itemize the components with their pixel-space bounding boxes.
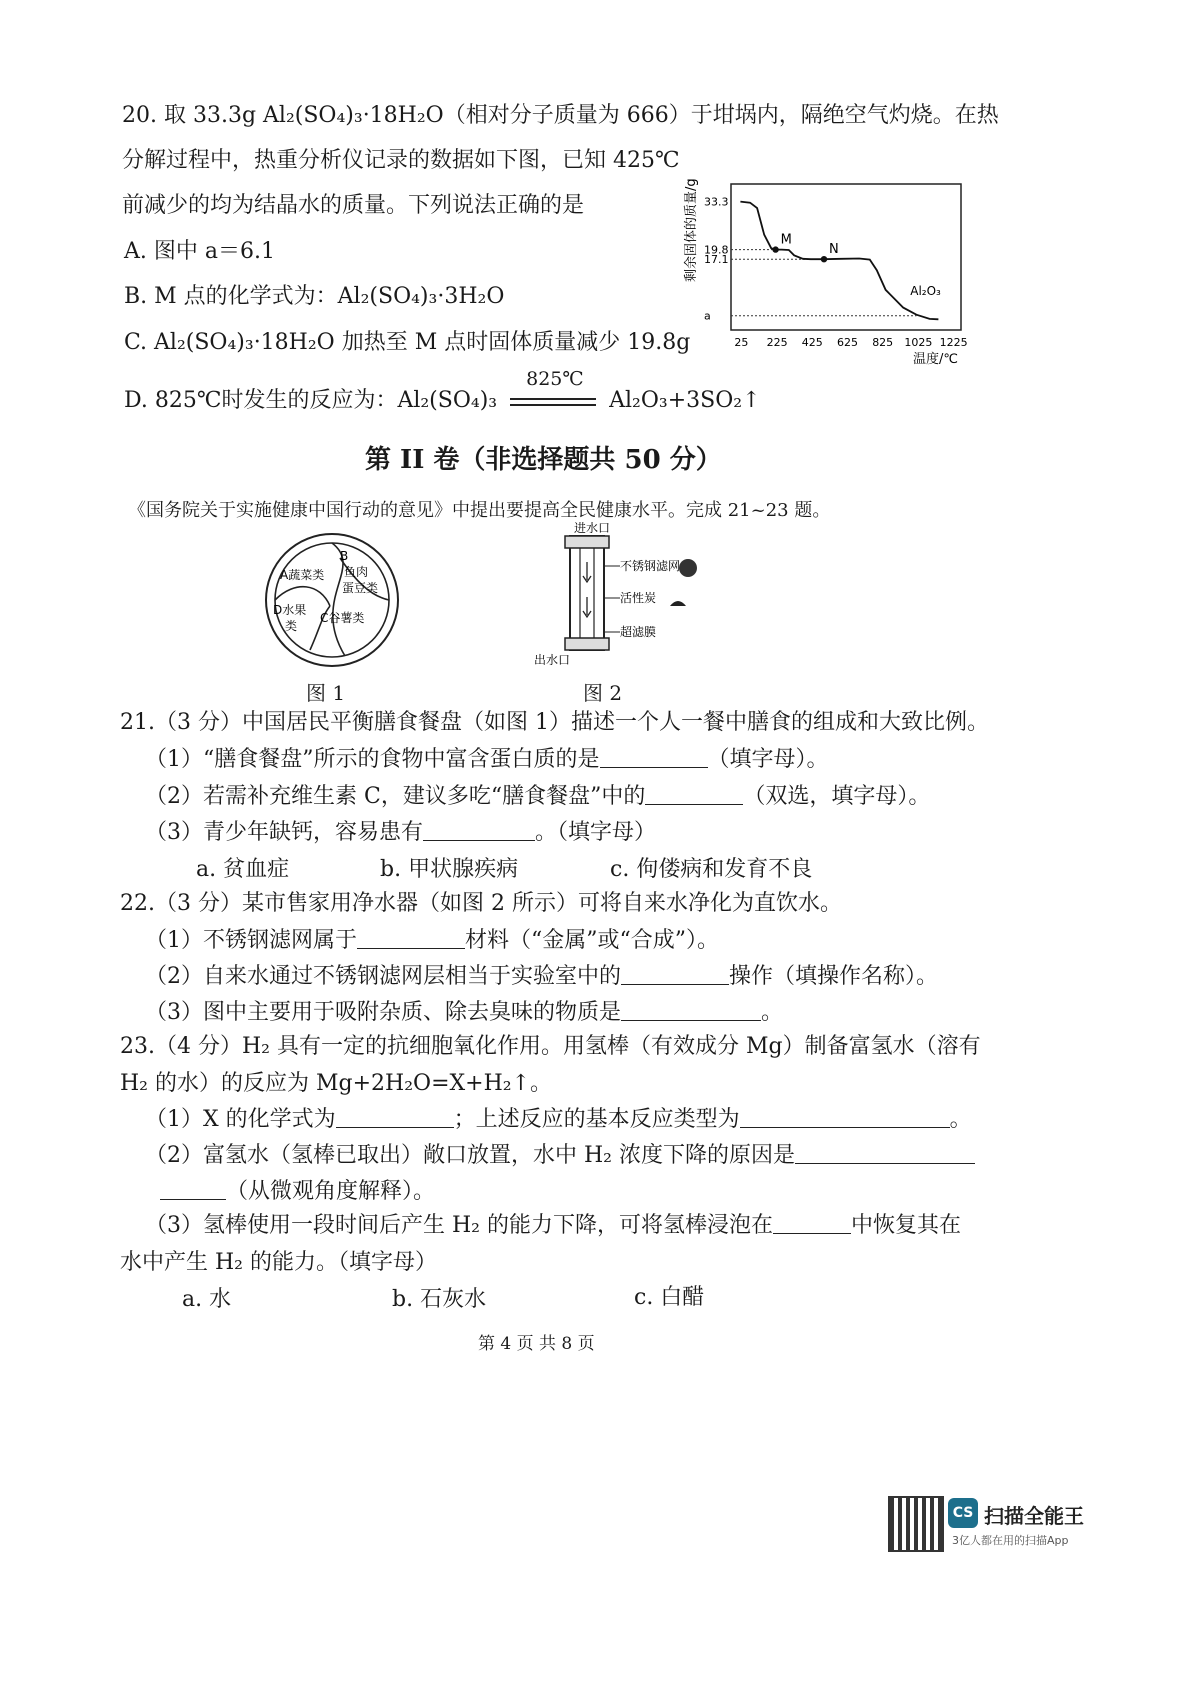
answer-blank[interactable] [773, 1211, 851, 1234]
reaction-condition: 825℃ [526, 368, 584, 390]
purifier-carbon-label: 活性炭 [620, 591, 657, 605]
x-tick-label: 425 [801, 336, 823, 349]
q21-option-c: c. 佝偻病和发育不良 [610, 857, 813, 882]
answer-blank[interactable] [423, 818, 535, 841]
q20-option-d [124, 368, 761, 416]
y-tick-label: 19.8 [704, 243, 729, 257]
q23-option-c: c. 白醋 [634, 1285, 705, 1310]
point-m [772, 246, 778, 252]
y-tick-labels [704, 196, 729, 323]
mass-curve [740, 202, 938, 320]
scanner-brand: 扫描全能王 [984, 1504, 1084, 1528]
answer-blank[interactable] [600, 745, 708, 768]
q23-part3-cont: 水中产生 H₂ 的能力。（填字母） [120, 1250, 437, 1275]
q21-part2: （2）若需补充维生素 C，建议多吃“膳食餐盘”中的 （双选，填字母）。 [145, 784, 931, 809]
q23-option-b: b. 石灰水 [392, 1287, 487, 1312]
intro-text: 《国务院关于实施健康中国行动的意见》中提出要提高全民健康水平。完成 21~23 题。 [128, 500, 831, 521]
q23-stem-line1: 23.（4 分）H₂ 具有一定的抗细胞氧化作用。用氢棒（有效成分 Mg）制备富氢水（溶有 [120, 1034, 981, 1059]
x-tick-label: 625 [837, 336, 858, 349]
q21-stem: 21.（3 分）中国居民平衡膳食餐盘（如图 1）描述一个人一餐中膳食的组成和大致比例。 [120, 710, 989, 735]
q20-option-d-products: Al₂O₃+3SO₂↑ [609, 388, 761, 413]
purifier-mesh-label: 不锈钢滤网 [620, 559, 681, 573]
answer-blank[interactable] [160, 1177, 226, 1200]
q20-option-d-reactant: D. 825℃时发生的反应为：Al₂(SO₄)₃ [124, 388, 498, 413]
answer-blank[interactable] [621, 998, 761, 1021]
qr-code-icon [888, 1496, 944, 1552]
thermogravimetric-chart [678, 170, 978, 370]
plate-label-b3: 蛋豆类 [342, 581, 379, 595]
plate-label-b: B [340, 549, 349, 563]
scanner-tagline: 3亿人都在用的扫描App [952, 1534, 1069, 1547]
q22-part1: （1）不锈钢滤网属于 材料（“金属”或“合成”）。 [145, 928, 719, 953]
plot-frame [731, 184, 961, 330]
q20-option-a: A. 图中 a＝6.1 [124, 239, 275, 264]
x-tick-label: 225 [766, 336, 788, 349]
q22-part3: （3）图中主要用于吸附杂质、除去臭味的物质是 。 [145, 1000, 784, 1025]
x-tick-labels [734, 336, 967, 349]
x-tick-label: 1025 [904, 336, 933, 349]
q22-part2: （2）自来水通过不锈钢滤网层相当于实验室中的 操作（填操作名称）。 [145, 964, 939, 989]
y-tick-label: a [704, 309, 711, 323]
q21-option-b: b. 甲状腺疾病 [380, 857, 519, 882]
purifier-membrane-label: 超滤膜 [620, 625, 657, 639]
scanner-logo-icon: CS [948, 1498, 978, 1528]
curve-points [772, 233, 838, 263]
q20-line1: 20. 取 33.3g Al₂(SO₄)₃·18H₂O（相对分子质量为 666）于坩埚内，隔绝空气灼烧。在热 [122, 103, 999, 128]
plate-label-d: D水果 [273, 603, 307, 617]
figure2-caption: 图 2 [583, 681, 623, 705]
x-tick-label: 25 [734, 336, 749, 349]
water-purifier-figure [520, 522, 710, 672]
reaction-arrow [504, 368, 602, 416]
x-axis-label: 温度/℃ [913, 352, 958, 367]
plate-label-b2: 鱼肉 [344, 565, 369, 579]
y-tick-label: 33.3 [704, 195, 729, 209]
plate-label-d2: 类 [285, 619, 298, 633]
answer-blank[interactable] [357, 926, 465, 949]
plate-label-c: C谷薯类 [320, 611, 365, 625]
q23-part2: （2）富氢水（氢棒已取出）敞口放置，水中 H₂ 浓度下降的原因是 [145, 1141, 975, 1171]
q21-option-a: a. 贫血症 [196, 857, 290, 882]
answer-blank[interactable] [336, 1105, 454, 1128]
answer-blank[interactable] [621, 962, 729, 985]
point-n [821, 256, 827, 262]
point-label-n: N [829, 242, 839, 258]
al2o3-label: Al₂O₃ [910, 284, 941, 299]
answer-blank[interactable] [795, 1141, 975, 1164]
y-tick-label: 17.1 [704, 253, 729, 267]
q20-line3: 前减少的均为结晶水的质量。下列说法正确的是 [122, 193, 585, 218]
page-number: 第 4 页 共 8 页 [478, 1334, 595, 1354]
purifier-inlet-label: 进水口 [574, 522, 611, 535]
q23-part2-cont: （从微观角度解释）。 [160, 1177, 435, 1207]
y-axis-label: 剩余固体的质量/g [684, 178, 699, 282]
figure1-caption: 图 1 [306, 681, 346, 705]
answer-blank[interactable] [740, 1105, 950, 1128]
q23-option-a: a. 水 [182, 1287, 232, 1312]
diet-plate-figure [250, 528, 410, 668]
q21-part1: （1）“膳食餐盘”所示的食物中富含蛋白质的是 （填字母）。 [145, 747, 829, 772]
q23-stem-line2: H₂ 的水）的反应为 Mg+2H₂O=X+H₂↑。 [120, 1071, 553, 1096]
q23-part1: （1）X 的化学式为 ；上述反应的基本反应类型为 。 [145, 1107, 972, 1132]
q20-option-b: B. M 点的化学式为：Al₂(SO₄)₃·3H₂O [124, 284, 505, 309]
point-label-m: M [780, 232, 792, 248]
q20-option-c: C. Al₂(SO₄)₃·18H₂O 加热至 M 点时固体质量减少 19.8g [124, 330, 691, 355]
purifier-outlet-label: 出水口 [534, 653, 571, 667]
answer-blank[interactable] [645, 782, 743, 805]
q22-stem: 22.（3 分）某市售家用净水器（如图 2 所示）可将自来水净化为直饮水。 [120, 891, 842, 916]
part2-title: 第 II 卷（非选择题共 50 分） [365, 445, 722, 475]
q21-part3: （3）青少年缺钙，容易患有 。（填字母） [145, 820, 657, 845]
q20-line2: 分解过程中，热重分析仪记录的数据如下图，已知 425℃ [122, 148, 680, 173]
q23-part3: （3）氢棒使用一段时间后产生 H₂ 的能力下降，可将氢棒浸泡在 中恢复其在 [145, 1213, 962, 1238]
x-tick-label: 825 [872, 336, 894, 349]
plate-label-a: A蔬菜类 [280, 568, 325, 582]
x-tick-label: 1225 [939, 336, 968, 349]
